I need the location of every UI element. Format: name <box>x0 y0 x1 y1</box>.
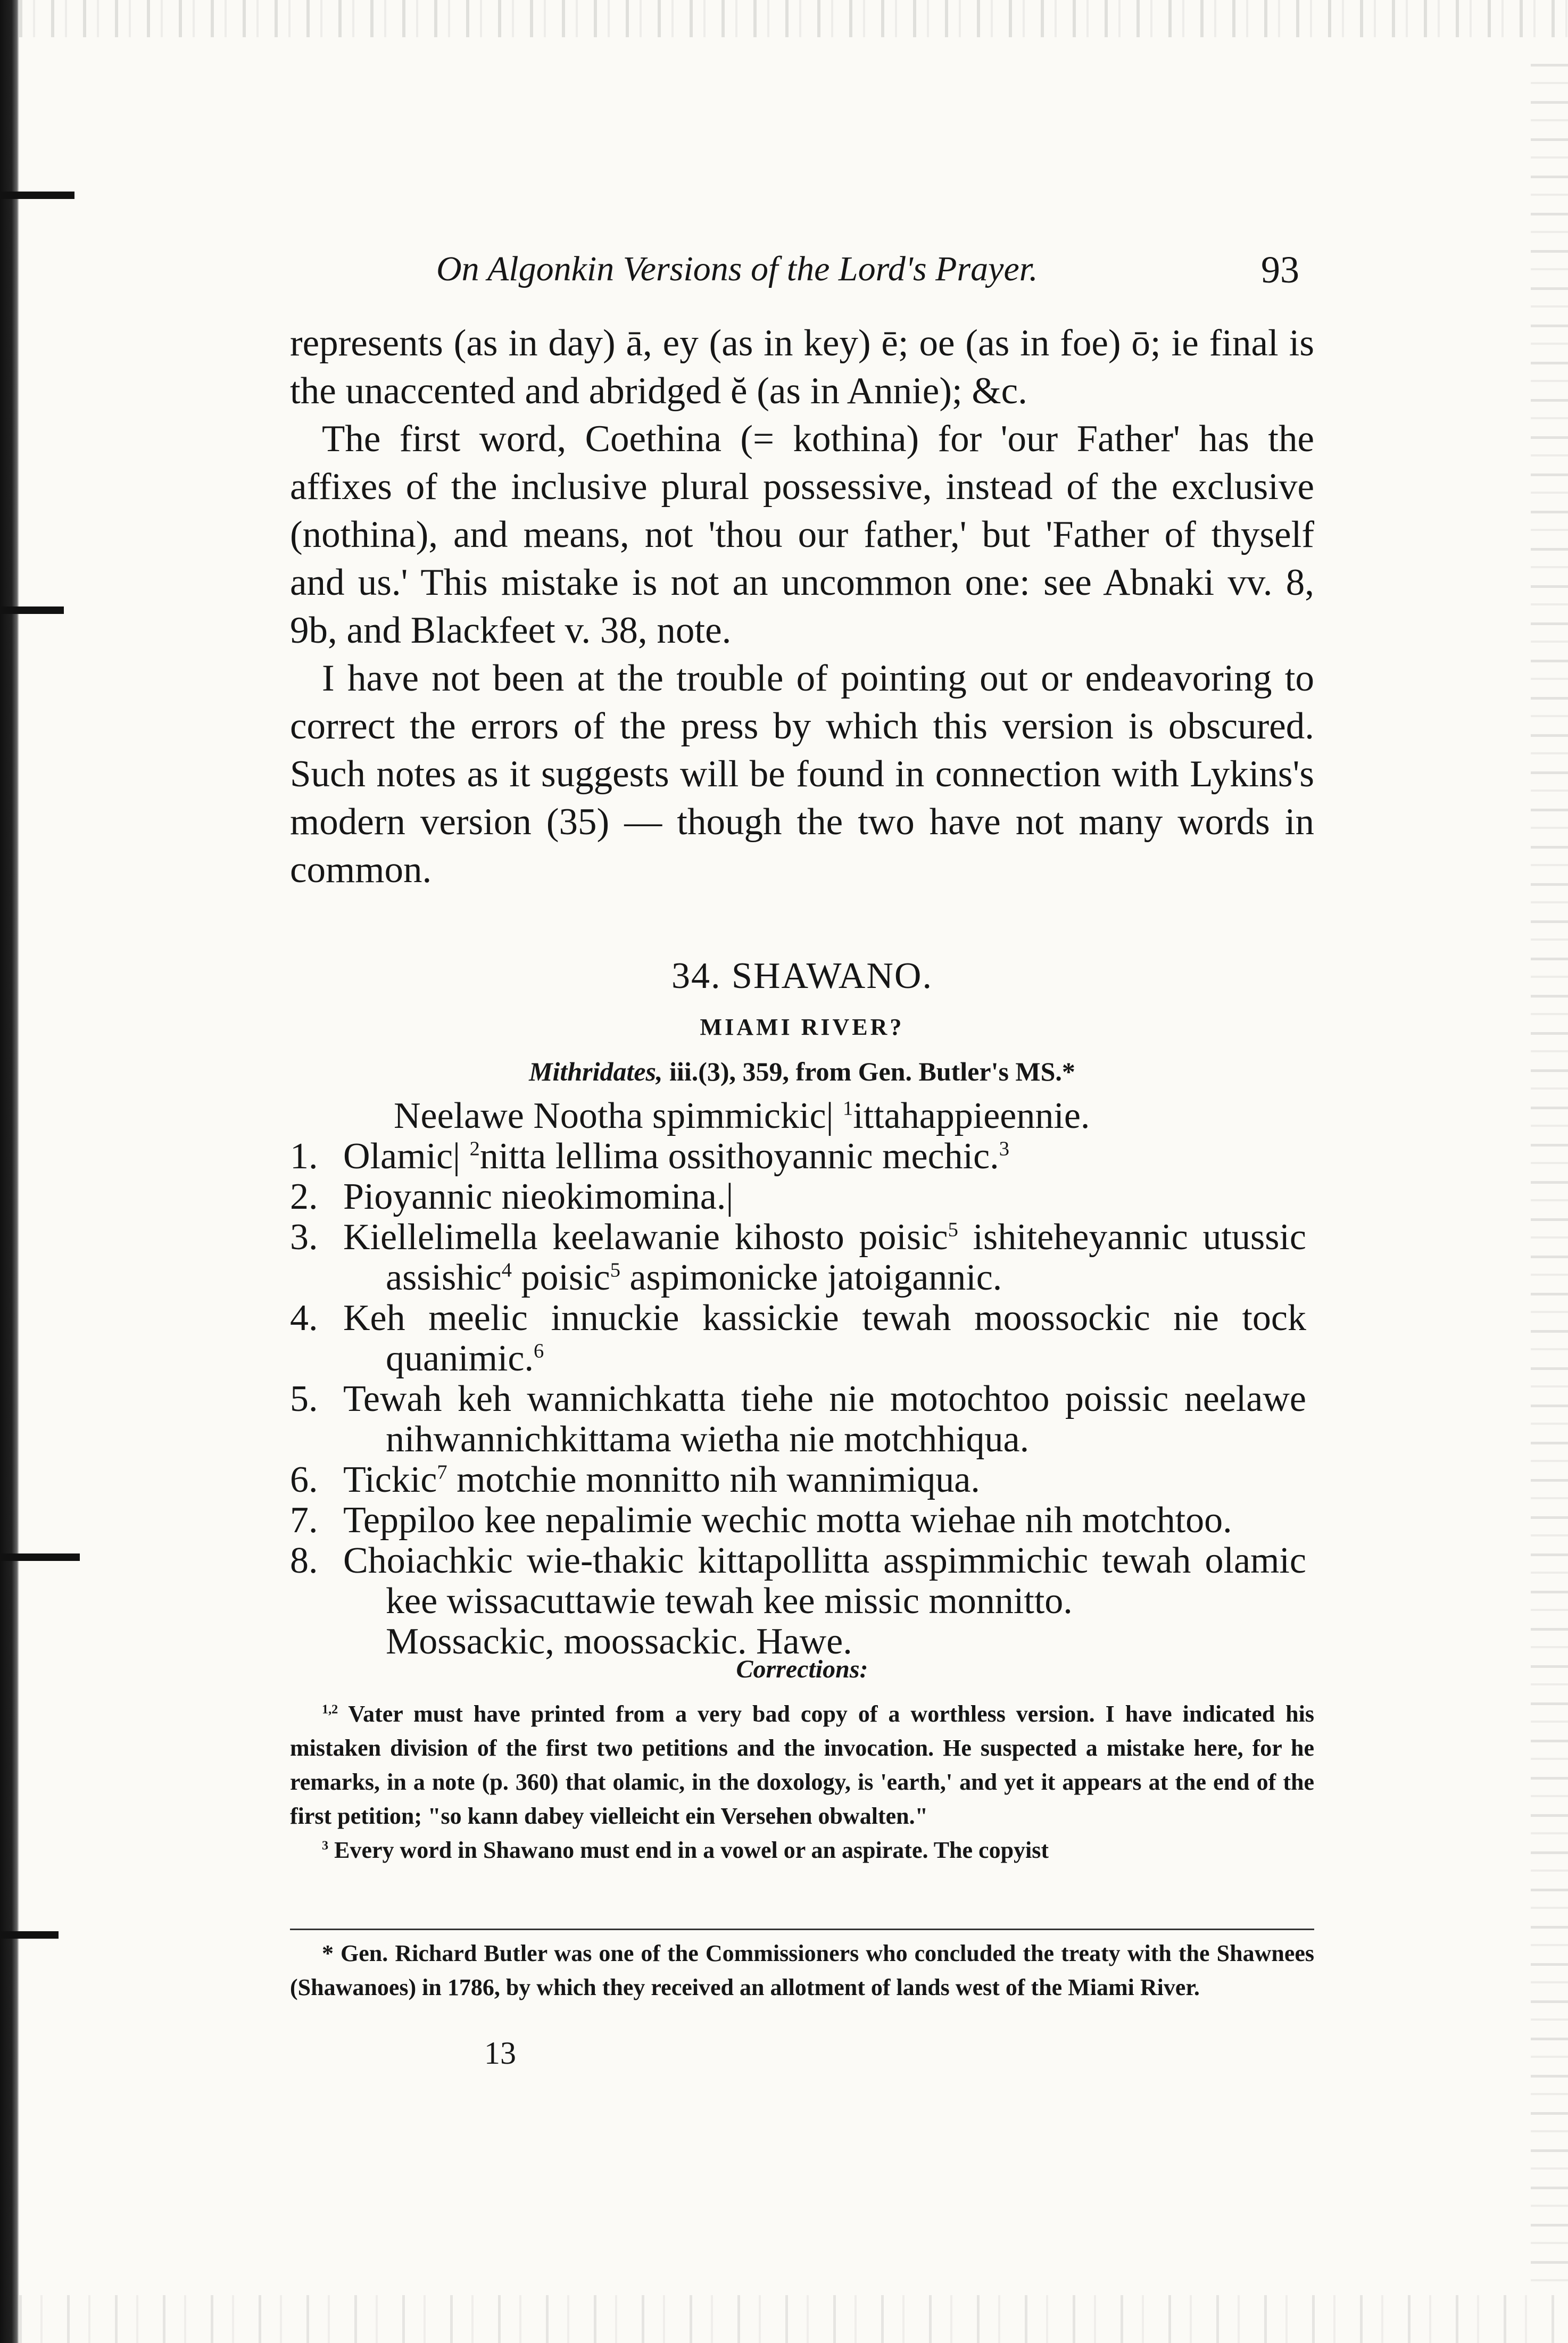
page-number: 93 <box>1261 248 1299 291</box>
petition-number: 8. <box>290 1540 318 1581</box>
invocation: Neelawe Nootha spimmickic| $^1$ittahappieennie. <box>394 1095 1090 1136</box>
note-mark: 4 <box>501 1259 512 1282</box>
source-citation <box>290 1056 1314 1087</box>
petition-text: Tickic$^7$ motchie monnitto nih wannimiqua. <box>343 1459 980 1500</box>
corrections-notes <box>290 1697 1314 1867</box>
footnote-mark: * <box>322 1940 334 1966</box>
petition-text: Keh meelic innuckie kassickie tewah moossockic nie tock quanimic.$^6$ <box>343 1298 1306 1379</box>
petition-text: Kiellelimella keelawanie kihosto poisic$^5$ ishiteheyannic utussic assishic$^4$ poisic$^5$ aspimonicke jatoigannic. <box>343 1217 1306 1298</box>
note-mark: 1 <box>843 1097 853 1120</box>
prayer-text <box>290 1096 1314 1662</box>
petition <box>290 1460 1314 1500</box>
section-title: 34. SHAWANO. <box>671 956 933 996</box>
petition-number: 3. <box>290 1217 318 1258</box>
petition-number: 5. <box>290 1378 318 1419</box>
signature-mark: 13 <box>484 2035 516 2071</box>
source-details: iii.(3), 359, from Gen. Butler's MS.* <box>662 1057 1075 1086</box>
note-mark: 1,2 <box>322 1702 338 1717</box>
petition <box>290 1379 1314 1460</box>
intro-text <box>290 319 1314 894</box>
note-mark: 3 <box>999 1137 1009 1160</box>
correction-note: $^{1,2}$ Vater must have printed from a very bad copy of a worthless version. I have indicated his mistaken division of the first two petitions and the invocation. He suspected a mistake here, for he remarks, in a note (p. 360) that olamic, in the doxology, is 'earth,' and yet it appears at the end of the first petition; "so kann dabey vielleicht ein Versehen obwalten." <box>290 1701 1314 1829</box>
petition <box>290 1136 1314 1177</box>
petition-text: Choiachkic wie-thakic kittapollitta asspimmichic tewah olamic kee wissacuttawie tewah kee missic monnitto. <box>343 1540 1306 1622</box>
corrections-heading: Corrections: <box>736 1655 868 1683</box>
petition <box>290 1217 1314 1298</box>
petition-number: 7. <box>290 1500 318 1541</box>
petition-text: Teppiloo kee nepalimie wechic motta wiehae nih motchtoo. <box>343 1500 1232 1541</box>
petition <box>290 1298 1314 1379</box>
petition <box>290 1500 1314 1541</box>
petition-number: 2. <box>290 1176 318 1217</box>
petition-text: Tewah keh wannichkatta tiehe nie motochtoo poissic neelawe nihwannichkittama wietha nie motchhiqua. <box>343 1378 1306 1460</box>
note-mark: 3 <box>322 1838 329 1853</box>
petition-text: Olamic| $^2$nitta lellima ossithoyannic mechic.$^3$ <box>343 1136 1009 1177</box>
paragraph: represents (as in day) ā, ey (as in key) ē; oe (as in foe) ō; ie final is the unaccented and abridged ĕ (as in Annie); &c. <box>290 322 1314 412</box>
correction-note: $^3$ Every word in Shawano must end in a vowel or an aspirate. The copyist <box>322 1837 1049 1863</box>
note-mark: 5 <box>948 1218 958 1241</box>
source-title: Mithridates, <box>529 1057 663 1086</box>
petition-number: 4. <box>290 1298 318 1339</box>
petition-number: 6. <box>290 1459 318 1500</box>
paragraph: I have not been at the trouble of pointing out or endeavoring to correct the errors of the press by which this version is obscured. Such notes as it suggests will be found in connection with Lykins's modern version (35) — though the two have not many words in common. <box>290 658 1314 891</box>
note-mark: 2 <box>469 1137 480 1160</box>
petition-text: Pioyannic nieokimomina.| <box>343 1176 734 1217</box>
petition-number: 1. <box>290 1136 318 1177</box>
section-subtitle: MIAMI RIVER? <box>700 1014 905 1040</box>
running-head: On Algonkin Versions of the Lord's Prayer. <box>436 250 1038 288</box>
footnote: * Gen. Richard Butler was one of the Commissioners who concluded the treaty with the Shawnees (Shawanoes) in 1786, by which they received an allotment of lands west of the Miami River. <box>290 1940 1314 2000</box>
note-mark: 6 <box>533 1340 544 1362</box>
note-mark: 7 <box>437 1461 447 1484</box>
paragraph: The first word, Coethina (= kothina) for 'our Father' has the affixes of the inclusive plural possessive, instead of the exclusive (nothina), and means, not 'thou our father,' but 'Father of thyself and us.' This mistake is not an uncommon one: see Abnaki vv. 8, 9b, and Blackfeet v. 38, note. <box>290 418 1314 651</box>
note-mark: 5 <box>610 1259 620 1282</box>
footnote-divider <box>290 1929 1314 1930</box>
doxology: Mossackic, moossackic. Hawe. <box>386 1621 852 1662</box>
petition <box>290 1177 1314 1217</box>
petition <box>290 1541 1314 1622</box>
